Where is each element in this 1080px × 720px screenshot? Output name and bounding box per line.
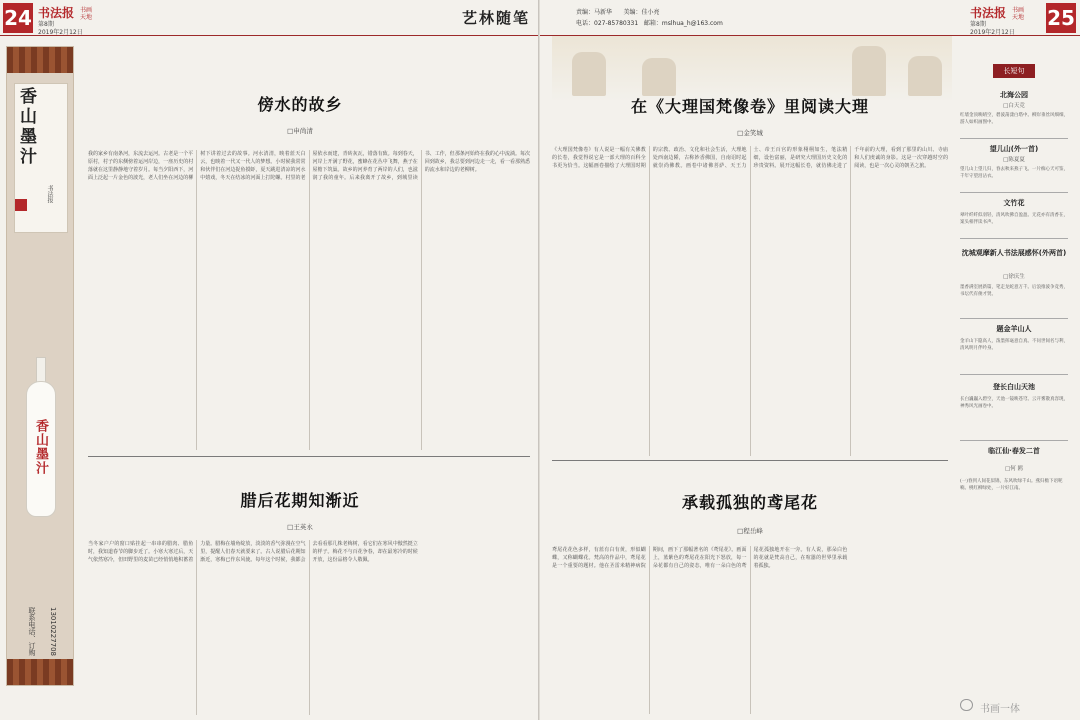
figure-icon	[572, 52, 606, 96]
article-byline: □王英永	[287, 523, 313, 531]
divider	[960, 374, 1068, 375]
poem-author: □徐庆生	[1003, 274, 1025, 280]
poetry-sidebar	[954, 60, 1074, 720]
watermark: 书画一体	[980, 704, 1020, 715]
banner-band-bottom	[7, 659, 73, 685]
poem-title: 沈城观摩新人书法展感怀(外两首)	[961, 249, 1067, 257]
ink-bottle-icon	[26, 357, 56, 517]
poem-title: 北海公园	[1000, 91, 1028, 99]
issue-number: 第8期	[38, 21, 54, 28]
section-title: 艺林随笔	[462, 9, 531, 27]
bottle-label: 香山墨汁	[33, 419, 48, 475]
editor-info	[576, 7, 723, 29]
contact-phone: 13010227708	[49, 607, 57, 656]
figure-icon	[908, 56, 942, 96]
sidebar-tag: 长短句	[993, 64, 1035, 78]
banner-title: 香山墨汁	[16, 87, 36, 167]
article-body: 鸢尾花花色多样，有蓝有白有黄，形似蝴蝶，又称蝴蝶花。梵高的作品中，鸢尾花是一个重要的题材。他在圣雷米精神病院期间，画下了那幅著名的《鸢尾花》。画面上，蓝紫色的鸢尾花在阳光下怒放，每一朵花都有自己的姿态，唯有一朵白色的鸢尾花孤独地开在一旁。有人说，那朵白色的花就是梵高自己，在喧嚣的世界里承载着孤独。	[552, 547, 848, 569]
paper-subtitle: 书画天地	[1012, 7, 1025, 21]
article-byline: □程岳峰	[737, 527, 763, 535]
painting-strip	[552, 36, 952, 102]
figure-icon	[642, 58, 676, 96]
ad-banner	[6, 46, 74, 686]
page-header-left	[0, 0, 540, 36]
poem-body: 望儿山上望儿归，春去秋来燕子飞。一片痴心天可鉴，千年守望泪沾衣。	[960, 167, 1068, 179]
poem-author: □白天竞	[1003, 103, 1025, 109]
contact-label: 联系电话、订购	[28, 607, 36, 656]
article-body: 《大理国梵像卷》有人说是一幅有关佛教的长卷，我觉得说它是一部大理的百科全书更为恰当。这幅画卷描绘了大理国时期的宗教、政治、文化和社会生活，大理地处西南边陲，古称妙香佛国，自南诏时起就崇尚佛教。画卷中诸佛菩萨、天王力士、帝王百官的形象栩栩如生，笔法精细，设色富丽，是研究大理国历史文化的珍贵资料。展开这幅长卷，就仿佛走进了千年前的大理，看到了那里的山川、寺庙和人们虔诚的身影。这是一次穿越时空的阅读，也是一次心灵的朝圣之旅。	[552, 147, 948, 169]
article-body: 我的家乡有南条河，东流去运河。古老是一个平原村，村子的东侧傍着运河岸边，一座历史的村落就在这里静静地守着岁月。每当夕阳西下，河面上泛起一片金色的波光，老人们坐在河边的柳树下讲着过去的故事。河水清清，映着蓝天白云，也映着一代又一代人的梦想。小时候我常常和伙伴们在河边捉鱼摸虾，夏天跳进清凉的河水中嬉戏，冬天在结冰的河面上打陀螺。村里的老屋依水而建，青砖灰瓦，错落有致。每到春天，河岸上开满了野花，蜜蜂在花丛中飞舞，燕子在屋檐下筑巢。故乡的河养育了两岸的人们，也滋润了我的童年。后来我离开了故乡，到城里读书、工作，但那条河始终在我的心中流淌。每次回到故乡，我总要到河边走一走，看一看那熟悉的流水和岸边的老柳树。	[88, 151, 530, 181]
article-body: 当冬家户户的窗口贴挂起一串串的腊肉、腊鱼时，我知道春节的脚步近了。小寒大寒过后，天气依然寒冷，但田野里的麦苗已经悄悄地积蓄着力量。腊梅在墙角绽放，淡淡的香气弥漫在空气里，提醒人们春天就要来了。古人说腊后花期知渐近，寒梅已作东风使。每年这个时候，我都会去看看那几株老梅树，看它们在寒风中傲然挺立的样子。梅花不与百花争春，却在最寒冷的时候开放，这份品格令人敬佩。	[88, 541, 418, 563]
article-title: 在《大理国梵像卷》里阅读大理	[630, 97, 869, 116]
seal-icon	[15, 199, 27, 211]
poem-author: □何 鸥	[1005, 466, 1023, 472]
poem-title: 临江仙·春发二首	[988, 447, 1040, 455]
divider	[960, 440, 1068, 441]
issue-number: 第8期	[970, 21, 986, 28]
article-byline: □申尚清	[287, 127, 313, 135]
divider	[960, 192, 1068, 193]
poem-body: (一)春到人间花似锦，东风吹绿千山。燕归檐下语呢喃。桃红柳绿处，一片好江南。	[960, 479, 1063, 491]
poem-body: 翠叶纤纤似羽轻，清风吹拂自盈盈。无花亦有清香在，案头相伴读书声。	[960, 213, 1068, 225]
article-title: 承载孤独的鸢尾花	[681, 493, 818, 512]
banner-band-top	[7, 47, 73, 73]
divider	[960, 318, 1068, 319]
page-number: 24	[3, 3, 33, 33]
poem-author: □陈夏夏	[1003, 157, 1025, 163]
page-header-right	[540, 0, 1080, 36]
wechat-icon	[960, 699, 973, 711]
poem-body: 长白巍巍入碧空，天池一镜映苍穹。云开雾散真容现，神秀风光画卷中。	[960, 397, 1068, 409]
editor-name: 责编：马新华	[576, 9, 613, 16]
paper-subtitle: 书画天地	[80, 7, 93, 21]
poem-body: 红墙金顶映晴空，碧波荡漾白塔中。柳岸垂丝风细细，游人如织画图中。	[960, 113, 1068, 125]
banner-signature: 书法报	[46, 185, 53, 203]
poem-title: 题金羊山人	[996, 325, 1032, 333]
article-title: 腊后花期知渐近	[240, 491, 360, 510]
poem-body: 墨香满室展新篇，笔走龙蛇意万千。后浪推波争竞秀，书坛代有俊才贤。	[960, 285, 1068, 297]
figure-icon	[852, 46, 886, 96]
right-page	[540, 0, 1080, 720]
editor-phone: 电话：027-85780331	[576, 20, 639, 27]
paper-name: 书法报	[970, 6, 1007, 20]
article-title: 傍水的故乡	[257, 95, 343, 114]
page-number: 25	[1046, 3, 1076, 33]
article-byline: □金笑城	[737, 129, 763, 137]
poem-title: 望儿山(外一首)	[989, 145, 1039, 153]
issue-date: 2019年2月12日	[38, 29, 83, 36]
checker-name: 美编：佳小亮	[623, 9, 660, 16]
divider	[88, 456, 530, 457]
paper-name: 书法报	[38, 6, 75, 20]
issue-date: 2019年2月12日	[970, 29, 1015, 36]
divider	[960, 138, 1068, 139]
editor-email: 邮箱：mslhua_h@163.com	[643, 20, 723, 27]
divider	[960, 238, 1068, 239]
divider	[552, 460, 948, 461]
poem-title: 文竹花	[1003, 199, 1025, 207]
poem-title: 登长白山天池	[993, 383, 1035, 391]
poem-body: 金羊山下隐高人，泼墨挥毫意自真。不问世间名与利，清风明月伴吟身。	[960, 339, 1068, 351]
